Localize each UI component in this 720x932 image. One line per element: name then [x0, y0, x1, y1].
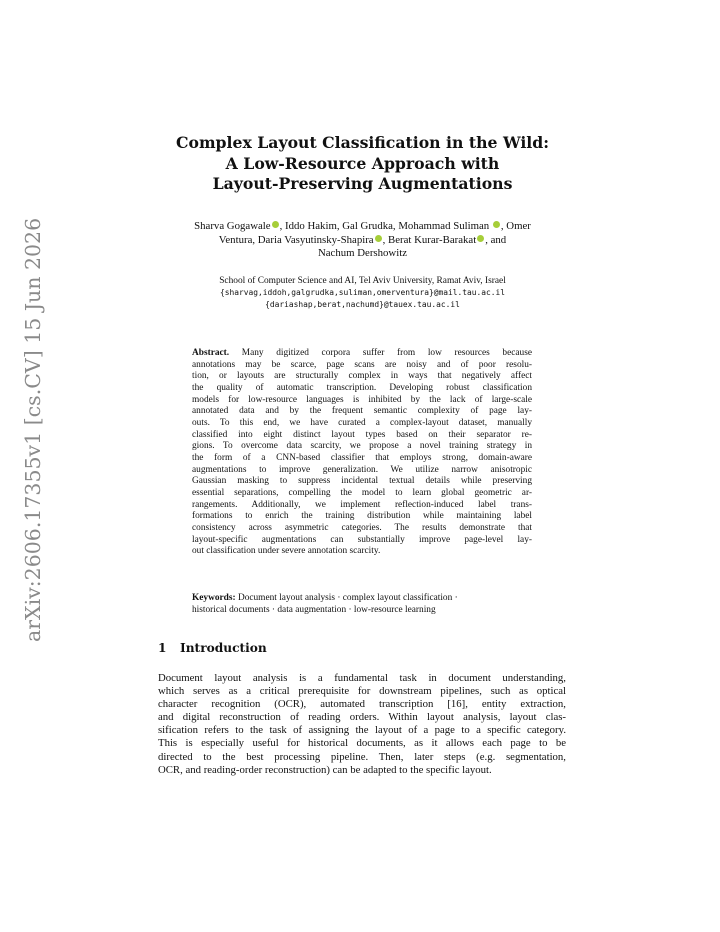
section-number: 1 [158, 641, 167, 655]
author-name: Ventura, Daria Vasyutinsky-Shapira [218, 233, 374, 246]
keywords-label: Keywords: [192, 593, 236, 603]
author-name: Sharva Gogawale [194, 220, 271, 232]
abstract [192, 348, 532, 558]
abstract-line: rangements. Additionally, we implement reflection-induced label trans- [192, 499, 532, 510]
section-title: Introduction [180, 641, 267, 655]
abstract-line [192, 348, 532, 360]
author-line: Nachum Dershowitz [317, 247, 408, 259]
institution: School of Computer Science and AI, Tel Aviv University, Ramat Aviv, Israel [219, 276, 506, 286]
body-line: sification refers to the task of assigning the layout of a page to a specific category. [158, 724, 566, 737]
keywords [192, 593, 532, 616]
body-line: This is especially useful for historical documents, as it allows each page to be [158, 737, 566, 750]
abstract-line: layout-specific augmentations can substantially improve page-level lay- [192, 534, 532, 545]
author-name: , Omer [500, 220, 531, 232]
abstract-line: gions. To overcome data scarcity, we propose a novel training strategy in [192, 441, 532, 452]
abstract-line: augmentations to improve generalization. We utilize narrow anisotropic [192, 464, 532, 475]
email-address[interactable]: {sharvag,iddoh,galgrudka,suliman,omerventura}@mail.tau.ac.il [219, 288, 506, 297]
title-line: Complex Layout Classification in the Wild: [176, 133, 549, 152]
abstract-line: formations to enrich the training distribution while maintaining label [192, 511, 532, 522]
orcid-icon[interactable] [272, 221, 279, 228]
author-line [155, 234, 570, 248]
author-name: , Iddo Hakim, Gal Grudka, Mohammad Suliman [279, 220, 492, 232]
body-line: character recognition (OCR), automated transcription [16], entity extraction, [158, 698, 566, 711]
abstract-line: the form of a CNN-based classifier that employs strong, domain-aware [192, 452, 532, 463]
abstract-line: essential separations, compelling the model to learn global geometric ar- [192, 487, 532, 498]
abstract-line: tion, or layouts are structurally complex in ways that negatively affect [192, 371, 532, 382]
affiliation [150, 275, 575, 311]
orcid-icon[interactable] [375, 235, 382, 242]
abstract-line: annotated data and by the frequent semantic complexity of page lay- [192, 406, 532, 417]
orcid-icon[interactable] [477, 235, 484, 242]
email-address[interactable]: {dariashap,berat,nachumd}@tauex.tau.ac.il [265, 300, 460, 309]
abstract-line: Gaussian masking to suppress incidental textual details while preserving [192, 476, 532, 487]
abstract-line: the quality of automatic transcription. Developing robust classification [192, 382, 532, 393]
abstract-line: consistency across asymmetric categories. The results demonstrate that [192, 522, 532, 533]
abstract-text: Many digitized corpora suffer from low resources because [229, 348, 532, 358]
body-line: and digital reconstruction of reading orders. Within layout analysis, layout clas- [158, 711, 566, 724]
keywords-line [192, 593, 532, 605]
abstract-label: Abstract. [192, 348, 230, 358]
body-line: directed to the best processing pipeline. Then, later steps (e.g. segmentation, [158, 750, 566, 763]
author-line [155, 220, 570, 234]
author-name: , Berat Kurar-Barakat [382, 233, 477, 246]
paper-title [140, 133, 585, 195]
arxiv-identifier: arXiv:2606.17355v1 [cs.CV] 15 Jun 2026 [21, 217, 45, 642]
title-line: Layout-Preserving Augmentations [212, 174, 513, 193]
keywords-text: Document layout analysis · complex layout classification · [235, 593, 458, 603]
abstract-line: models for low-resource languages is inhibited by the lack of large-scale [192, 394, 532, 405]
orcid-icon[interactable] [493, 221, 500, 228]
body-line: Document layout analysis is a fundamental task in document understanding, [158, 672, 566, 684]
author-name: , and [485, 233, 507, 246]
abstract-line: out classification under severe annotation scarcity. [192, 546, 381, 557]
body-line: OCR, and reading-order reconstruction) can be adapted to the specific layout. [158, 763, 492, 776]
section-heading [158, 641, 267, 655]
title-line: A Low-Resource Approach with [225, 153, 500, 173]
keywords-line: historical documents · data augmentation · low-resource learning [192, 604, 436, 615]
abstract-line: outs. To this end, we have curated a complex-layout dataset, manually [192, 417, 532, 428]
introduction-paragraph [158, 672, 566, 777]
abstract-line: annotations may be scarce, page scans are noisy and of poor resolu- [192, 359, 532, 370]
body-line: which serves as a critical prerequisite for downstream pipelines, such as optical [158, 685, 566, 698]
abstract-line: classified into eight distinct layout types based on their separator re- [192, 429, 532, 440]
author-list [155, 220, 570, 261]
